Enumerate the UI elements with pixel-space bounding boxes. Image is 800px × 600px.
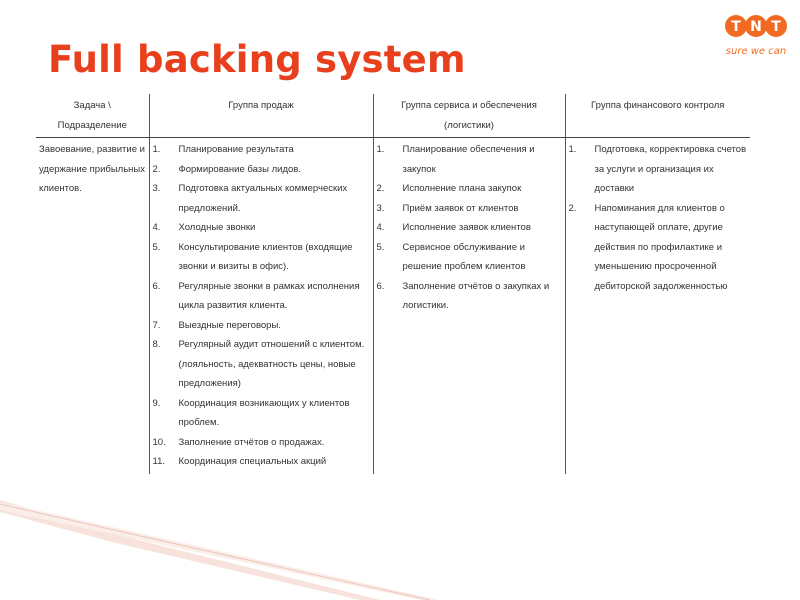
list-item-number: 1. xyxy=(376,144,385,155)
list-item xyxy=(377,218,562,238)
list-item-number: 2. xyxy=(376,183,385,194)
page-title: Full backing system xyxy=(48,38,466,81)
list-item xyxy=(153,452,370,472)
list-item xyxy=(153,179,370,218)
backing-table-container xyxy=(36,94,750,474)
logo-tagline: sure we can xyxy=(725,46,787,57)
list-item-number: 4. xyxy=(376,222,385,233)
list-item xyxy=(153,160,370,180)
header-finance: Группа финансового контроля xyxy=(565,94,750,138)
list-item xyxy=(153,218,370,238)
service-cell xyxy=(373,138,565,474)
list-item-number: 3. xyxy=(152,183,161,194)
list-item-text: Подготовка, корректировка счетов за услуги и организация их доставки xyxy=(594,144,747,194)
list-item xyxy=(153,335,370,394)
list-item-text: Заполнение отчётов о продажах. xyxy=(178,436,325,448)
list-item-text: Планирование обеспечения и закупок xyxy=(402,144,535,175)
list-item xyxy=(377,199,562,219)
list-item-number: 3. xyxy=(376,202,385,214)
list-item xyxy=(153,277,370,316)
list-item-text: Сервисное обслуживание и решение проблем клиентов xyxy=(402,241,526,272)
list-item xyxy=(153,394,370,433)
list-item-number: 6. xyxy=(376,280,385,292)
list-item-number: 5. xyxy=(376,241,385,253)
table-row xyxy=(36,138,750,474)
list-item-text: Исполнение плана закупок xyxy=(402,183,522,194)
list-item-number: 11. xyxy=(152,456,166,467)
list-item xyxy=(153,433,370,453)
list-item xyxy=(377,238,562,277)
sales-cell xyxy=(149,138,373,474)
list-item-text: Координация специальных акций xyxy=(178,456,327,467)
list-item-text: Планирование результата xyxy=(178,144,294,155)
list-item xyxy=(377,140,562,179)
list-item-text: Формирование базы лидов. xyxy=(178,163,301,175)
list-item-number: 2. xyxy=(568,202,577,214)
list-item xyxy=(377,179,562,199)
list-item-text: Консультирование клиентов (входящие звонки и визиты в офис). xyxy=(178,241,353,272)
finance-list xyxy=(569,140,748,296)
list-item xyxy=(153,238,370,277)
list-item-text: Напоминания для клиентов о наступающей оплате, другие действия по профилактике и уменьшению просроченной дебиторской задолженностью xyxy=(594,202,728,292)
list-item-text: Исполнение заявок клиентов xyxy=(402,222,531,233)
list-item-number: 9. xyxy=(152,397,161,409)
backing-table xyxy=(36,94,750,474)
sales-list xyxy=(153,140,370,472)
logo-letter-3: T xyxy=(771,19,781,35)
list-item-text: Координация возникающих у клиентов проблем. xyxy=(178,397,350,428)
list-item-text: Холодные звонки xyxy=(178,222,256,233)
list-item xyxy=(153,140,370,160)
list-item-text: Приём заявок от клиентов xyxy=(402,202,519,214)
list-item-text: Регулярные звонки в рамках исполнения цикла развития клиента. xyxy=(178,280,360,311)
list-item xyxy=(153,316,370,336)
list-item-text: Выездные переговоры. xyxy=(178,319,281,331)
header-sales: Группа продаж xyxy=(149,94,373,138)
list-item-number: 1. xyxy=(152,144,161,155)
tnt-logo xyxy=(720,12,792,64)
task-cell: Завоевание, развитие и удержание прибыльных клиентов. xyxy=(36,138,149,474)
list-item xyxy=(569,199,748,297)
table-header-row xyxy=(36,94,750,138)
list-item xyxy=(569,140,748,199)
decorative-swoosh xyxy=(0,500,800,600)
logo-letter-1: T xyxy=(731,19,741,35)
list-item-number: 4. xyxy=(152,222,161,233)
list-item-number: 5. xyxy=(152,241,161,253)
list-item-text: Регулярный аудит отношений с клиентом. (лояльность, адекватность цены, новые предложения) xyxy=(178,339,365,389)
header-service: Группа сервиса и обеспечения (логистики) xyxy=(373,94,565,138)
list-item-text: Подготовка актуальных коммерческих предложений. xyxy=(178,183,348,214)
service-list xyxy=(377,140,562,316)
logo-letter-2: N xyxy=(750,19,762,35)
list-item-number: 6. xyxy=(152,280,161,292)
list-item-number: 8. xyxy=(152,339,161,350)
list-item-text: Заполнение отчётов о закупках и логистики. xyxy=(402,280,550,311)
list-item-number: 2. xyxy=(152,163,161,175)
list-item-number: 1. xyxy=(568,144,577,155)
header-task: Задача \ Подразделение xyxy=(36,94,149,138)
list-item xyxy=(377,277,562,316)
list-item-number: 10. xyxy=(152,436,166,448)
finance-cell xyxy=(565,138,750,474)
list-item-number: 7. xyxy=(152,319,161,331)
